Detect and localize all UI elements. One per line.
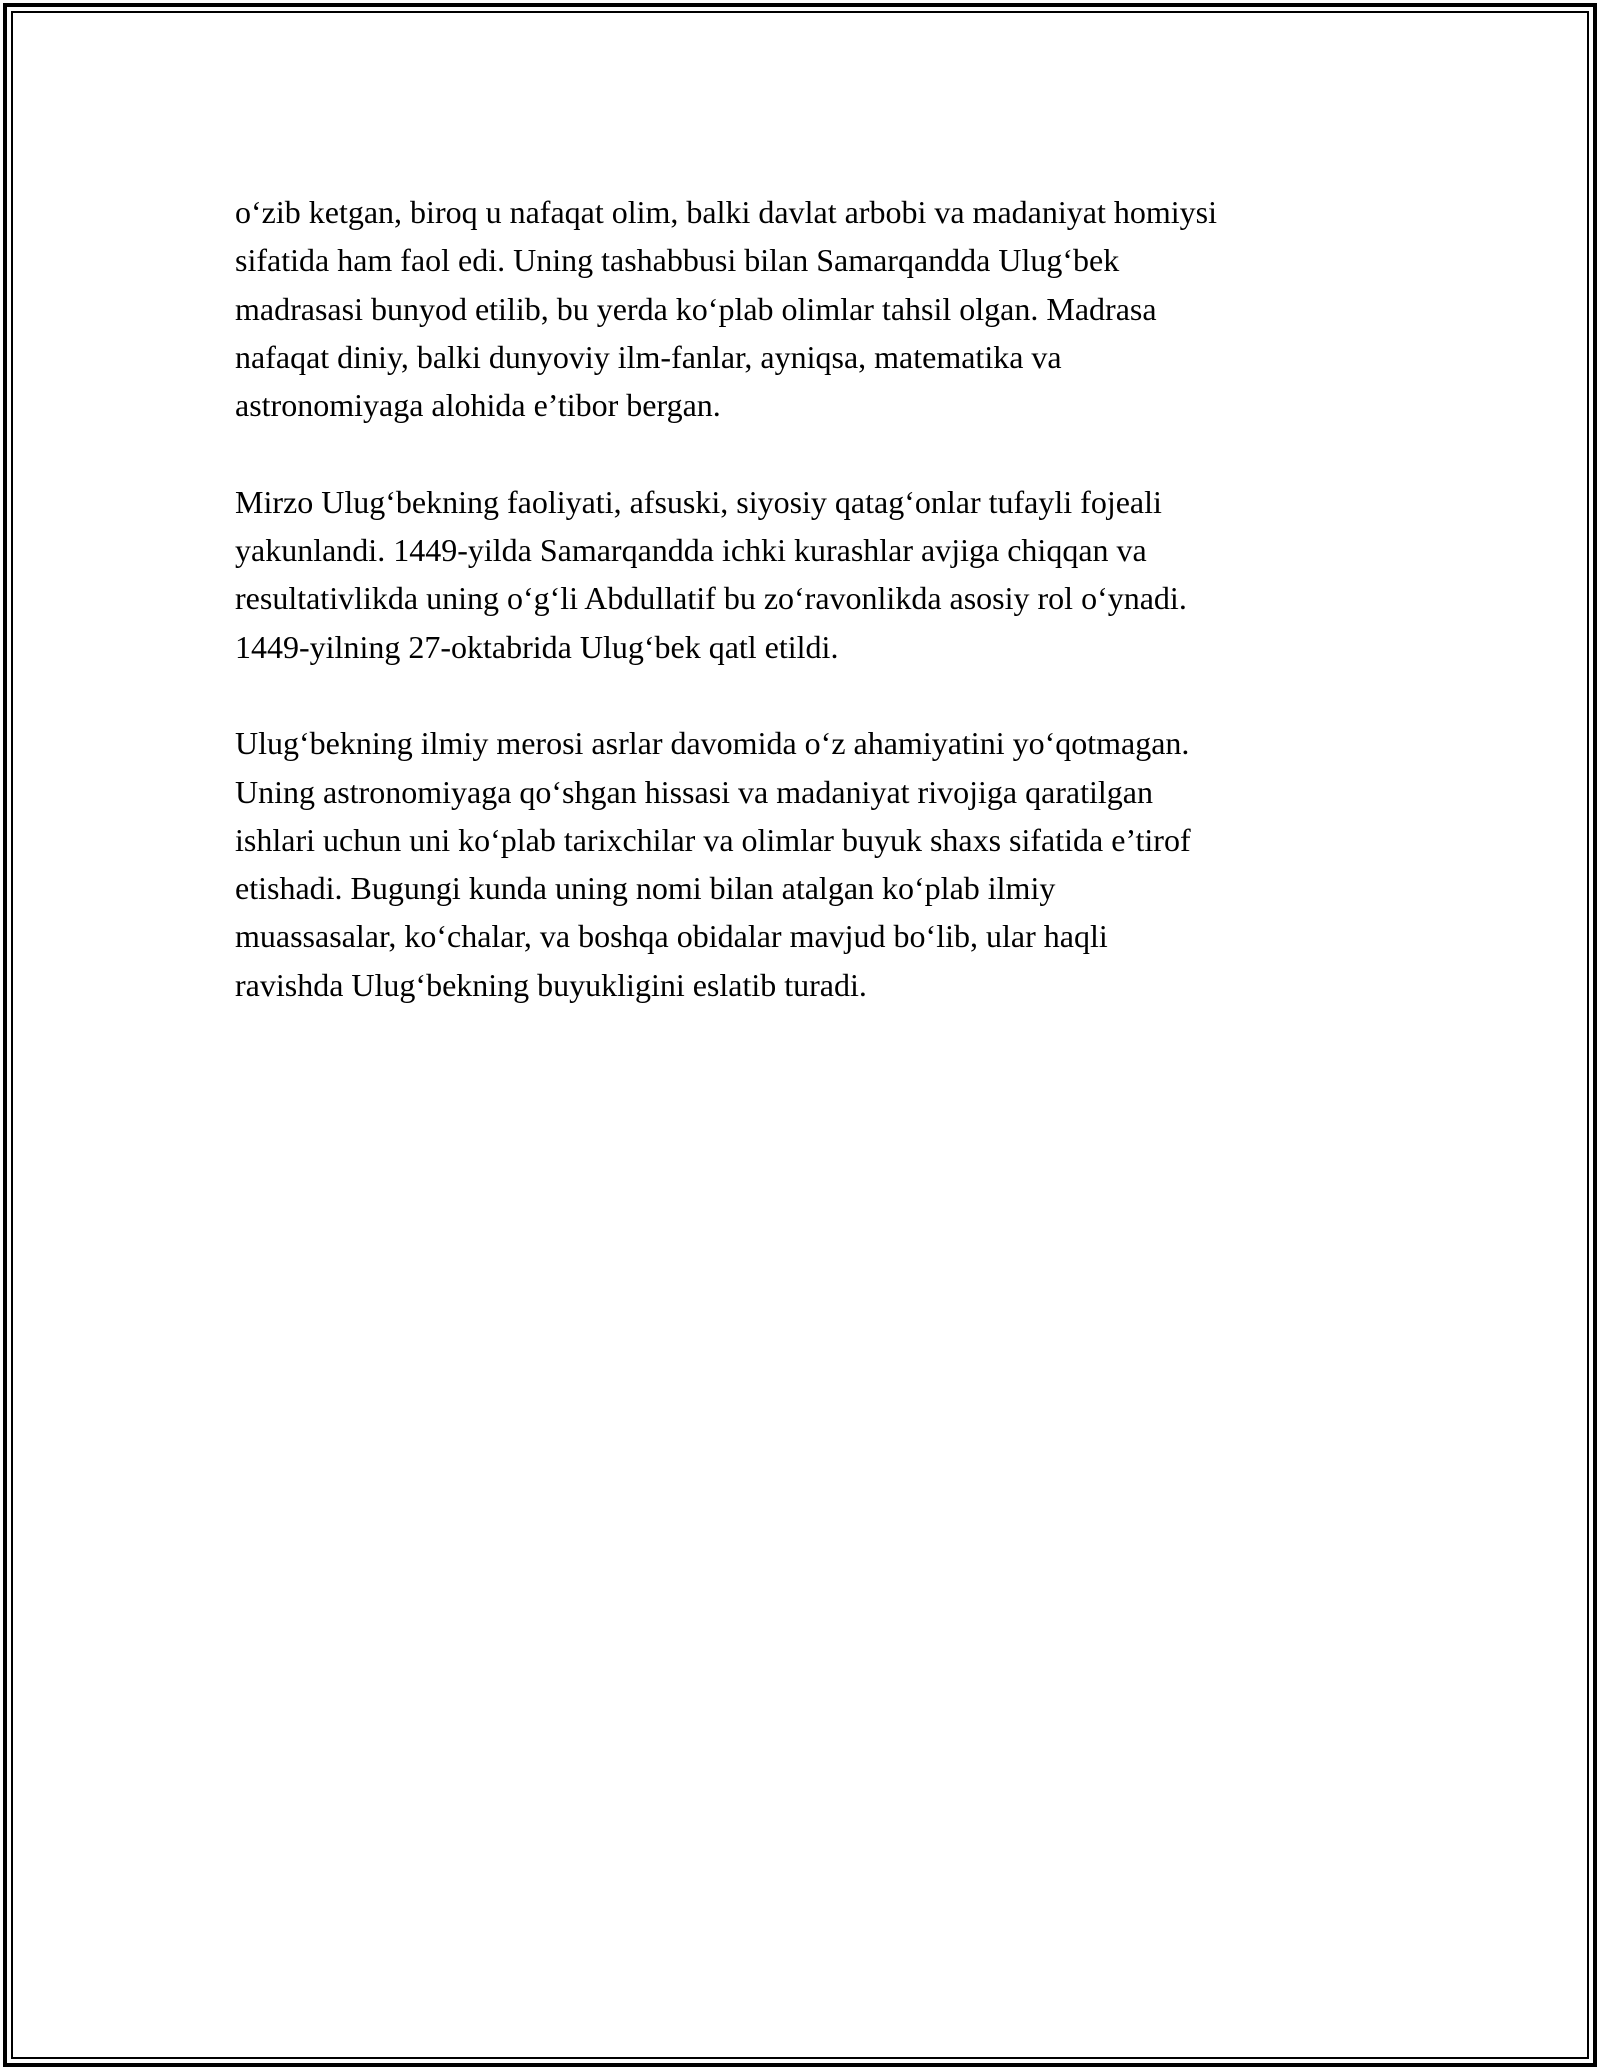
paragraph: Mirzo Ulug‘bekning faoliyati, afsuski, siyosiy qatag‘onlar tufayli fojeali yakunlandi. 1449-yilda Samarqandda ichki kurashlar avjiga chiqqan va resultativlikda uning o‘g‘li Abdullatif bu zo‘ravonlikda asosiy rol o‘ynadi. 1449-yilning 27-oktabrida Ulug‘bek qatl etildi.: [235, 483, 1187, 665]
paragraph: o‘zib ketgan, biroq u nafaqat olim, balki davlat arbobi va madaniyat homiysi sifatida ham faol edi. Uning tashabbusi bilan Samarqandda Ulug‘bek madrasasi bunyod etilib, bu yerda ko‘plab olimlar tahsil olgan. Madrasa nafaqat diniy, balki dunyoviy ilm-fanlar, ayniqsa, matematika va astronomiyaga alohida e’tibor bergan.: [235, 194, 1217, 424]
document-body: [235, 188, 1375, 1057]
paragraph: Ulug‘bekning ilmiy merosi asrlar davomida o‘z ahamiyatini yo‘qotmagan. Uning astronomiyaga qo‘shgan hissasi va madaniyat rivojiga qaratilgan ishlari uchun uni ko‘plab tarixchilar va olimlar buyuk shaxs sifatida e’tirof etishadi. Bugungi kunda uning nomi bilan atalgan ko‘plab ilmiy muassasalar, ko‘chalar, va boshqa obidalar mavjud bo‘lib, ular haqli ravishda Ulug‘bekning buyukligini eslatib turadi.: [235, 725, 1191, 1003]
